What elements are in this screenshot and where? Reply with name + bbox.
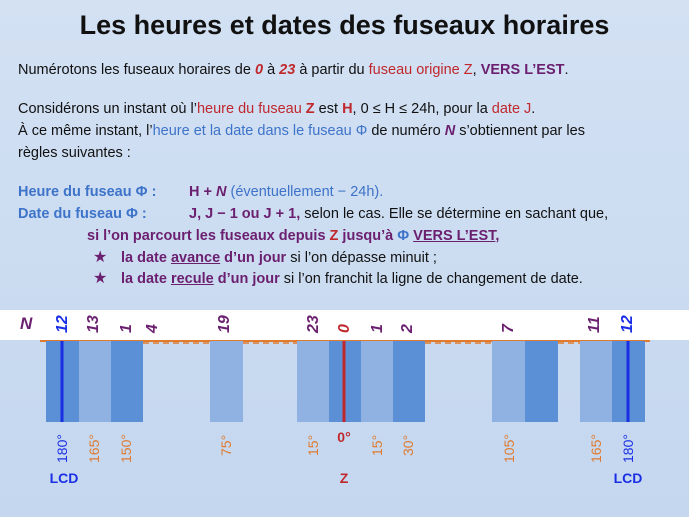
text: fuseau origine Z [368,62,473,78]
degree-label: 75° [218,434,234,456]
text: si l’on dépasse minuit ; [286,250,437,266]
text: 23 [279,62,296,78]
degree-label: 15° [305,434,321,456]
text: d’un jour [220,250,287,266]
zone-number: 23 [305,315,322,333]
text: de numéro [367,123,445,139]
zone-bar-23 [297,341,329,422]
star-icon: ★ [93,249,108,266]
text: à [263,62,280,78]
text: , [472,62,481,78]
text: , [495,228,500,244]
text: N [444,123,456,139]
text: heure et la date dans le fuseau Φ [152,123,368,139]
text: la date [121,250,171,266]
text: est [314,101,343,117]
zone-number: 12 [619,315,636,333]
degree-label: 15° [369,434,385,456]
zone-bar-19 [210,341,243,422]
zone-number: 19 [216,315,233,333]
degree-label: 105° [501,434,517,463]
degree-label: 180° [54,434,70,463]
text: 0 [254,62,264,78]
z-label: Z [339,470,349,486]
zone-bar-11 [580,341,612,422]
text: N [216,184,227,200]
zone-number: 1 [369,324,386,333]
text: recule [170,271,214,287]
text: avance [170,250,221,266]
text: VERS L’EST [480,62,565,78]
zone-number: 12 [54,315,71,333]
text: si l’on franchit la ligne de changement de date. [279,271,583,287]
text: à partir du [295,62,369,78]
zone-bar-8 [525,341,558,422]
zone-bar-14 [111,341,143,422]
zone-number: 2 [399,324,416,333]
text: Numérotons les fuseaux horaires de [18,62,255,78]
text: Z [305,101,315,117]
degree-label: 0° [337,429,351,445]
text: J, J − 1 ou J + 1, [189,206,301,222]
zone-number: 7 [500,324,517,333]
zone-number: 4 [144,324,161,333]
lcd-left-label: LCD [49,470,79,486]
zone-number: 0 [336,324,353,333]
degree-label: 30° [400,434,416,456]
text: jusqu’à [338,228,398,244]
text: H + [189,184,216,200]
zone-bar-1 [361,341,393,422]
text: Considérons un instant où l’ [18,101,197,117]
zone-number: 11 [586,316,603,333]
text: À ce même instant, l’ [18,123,153,139]
text: date J [491,101,532,117]
text: heure du fuseau [196,101,306,117]
zone-number: 13 [85,315,102,333]
text: Date du fuseau Φ : [18,206,147,222]
text: , 0 ≤ H ≤ 24h, pour la [352,101,492,117]
zone-bar-2 [393,341,425,422]
text: H [342,101,353,117]
text: VERS L’EST [413,228,496,244]
text: . [531,101,536,117]
text: (éventuellement − 24h). [226,184,384,200]
zone-number: 1 [118,324,135,333]
rules-line: règles suivantes : [18,145,131,161]
text: d’un jour [213,271,280,287]
degree-label: 150° [118,434,134,463]
degree-label: 165° [86,434,102,463]
degree-label: 180° [620,434,636,463]
text: la date [121,271,171,287]
text: selon le cas. Elle se détermine en sachant que, [300,206,609,222]
text: s’obtiennent par les [455,123,585,139]
star-icon: ★ [93,270,108,287]
text: Φ [397,228,410,244]
text: Heure du fuseau Φ : [18,184,157,200]
zone-bar-7 [492,341,525,422]
text: Z [329,228,339,244]
text: si l’on parcourt les fuseaux depuis [87,228,330,244]
degree-label: 165° [588,434,604,463]
zone-bar-13 [79,341,111,422]
n-label: N [20,314,33,333]
lcd-right-label: LCD [613,470,643,486]
text: . [564,62,569,78]
page-title: Les heures et dates des fuseaux horaires [79,10,610,40]
